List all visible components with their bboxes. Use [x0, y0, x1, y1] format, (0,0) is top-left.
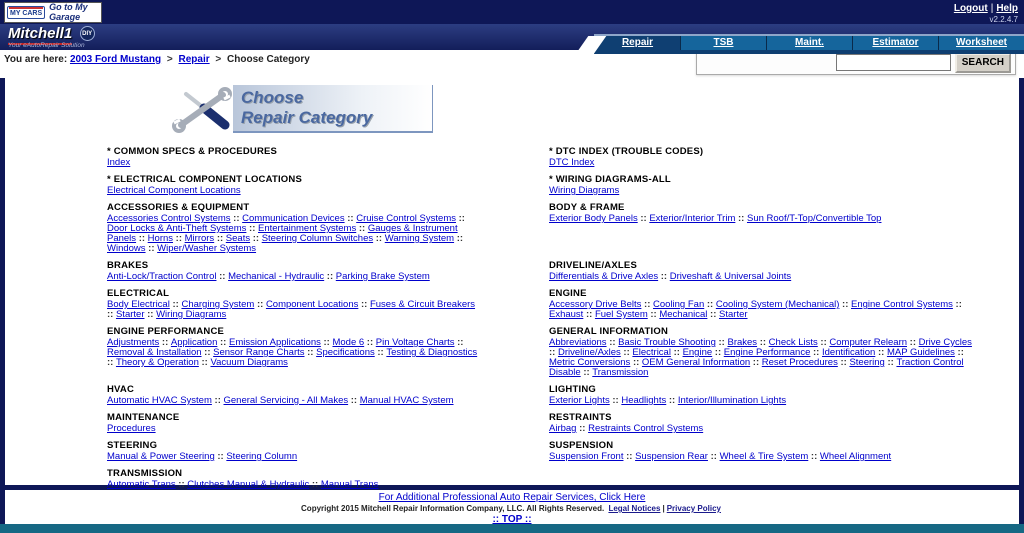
- category-link[interactable]: Gauges & Instrument Panels: [107, 223, 458, 244]
- category-link[interactable]: Emission Applications: [228, 337, 321, 348]
- link-separator: ::: [230, 213, 243, 224]
- category-link[interactable]: Restraints Control Systems: [588, 423, 704, 434]
- footer: [5, 490, 1019, 524]
- link-separator: ::: [304, 347, 317, 358]
- breadcrumb-separator: >: [215, 54, 222, 65]
- link-separator: ::: [704, 299, 716, 310]
- category-section: [549, 175, 979, 196]
- section-heading: MAINTENANCE: [107, 412, 180, 423]
- section-links: [549, 214, 979, 224]
- section-heading: ELECTRICAL: [107, 288, 170, 299]
- section-links: [107, 186, 479, 196]
- category-link[interactable]: Transmission: [592, 367, 649, 378]
- section-links: [549, 272, 979, 282]
- category-link[interactable]: Communication Devices: [242, 213, 345, 224]
- category-link[interactable]: Mode 6: [332, 337, 365, 348]
- category-link[interactable]: Headlights: [621, 395, 667, 406]
- my-cars-plate-icon: [7, 6, 45, 19]
- category-section: [549, 441, 979, 462]
- category-link[interactable]: Index: [107, 157, 131, 168]
- back-to-top-link[interactable]: :: TOP ::: [492, 514, 532, 525]
- section-heading: DRIVELINE/AXLES: [549, 260, 637, 271]
- category-link[interactable]: Door Locks & Anti-Theft Systems: [107, 223, 247, 234]
- category-section: [107, 289, 479, 320]
- section-heading: * WIRING DIAGRAMS-ALL: [549, 174, 671, 185]
- help-link[interactable]: Help: [996, 3, 1018, 14]
- link-separator: ::: [875, 347, 887, 358]
- category-section: [107, 385, 479, 406]
- section-heading: STEERING: [107, 440, 158, 451]
- link-separator: ::: [735, 213, 747, 224]
- category-section: [107, 327, 479, 378]
- category-link[interactable]: Adjustments: [107, 337, 160, 348]
- category-link[interactable]: General Servicing - All Makes: [223, 395, 349, 406]
- link-separator: ::: [623, 451, 636, 462]
- main-panel: [5, 78, 1019, 490]
- category-link[interactable]: Fuel System: [594, 309, 648, 320]
- category-link[interactable]: Vacuum Diagrams: [210, 357, 288, 368]
- section-links: [107, 338, 479, 368]
- category-link[interactable]: Charging System: [181, 299, 255, 310]
- link-separator: ::: [455, 213, 465, 224]
- utility-row: [0, 50, 1024, 78]
- link-separator: ::: [454, 337, 464, 348]
- link-separator: ::: [216, 271, 229, 282]
- plate-red-strip: [9, 7, 43, 9]
- category-link[interactable]: Suspension Rear: [635, 451, 708, 462]
- section-heading: * DTC INDEX (TROUBLE CODES): [549, 146, 704, 157]
- category-link[interactable]: Drive Cycles: [918, 337, 972, 348]
- section-heading: ENGINE: [549, 288, 587, 299]
- category-section: [107, 203, 479, 254]
- category-link[interactable]: Specifications: [316, 347, 375, 358]
- category-link[interactable]: Exhaust: [549, 309, 584, 320]
- category-link[interactable]: Engine Control Systems: [851, 299, 953, 310]
- tab-worksheet[interactable]: Worksheet: [938, 36, 1024, 50]
- section-links: [549, 396, 979, 406]
- section-links: [107, 300, 479, 320]
- search-button[interactable]: SEARCH: [955, 53, 1011, 73]
- category-link[interactable]: Fuses & Circuit Breakers: [369, 299, 476, 310]
- category-link[interactable]: Abbreviations: [549, 337, 607, 348]
- link-separator: ::: [198, 357, 211, 368]
- link-separator: ::: [107, 357, 116, 368]
- category-link[interactable]: Reset Procedures: [761, 357, 838, 368]
- brand-name: Mitchell1: [8, 25, 72, 45]
- category-section: [549, 327, 979, 378]
- category-link[interactable]: Sun Roof/T-Top/Convertible Top: [746, 213, 882, 224]
- brand-diy-badge-icon: DIY: [80, 26, 95, 41]
- tab-assembly: [582, 34, 1024, 54]
- category-link[interactable]: Cooling Fan: [653, 299, 705, 310]
- link-separator: ::: [810, 347, 822, 358]
- category-link[interactable]: Exterior/Interior Trim: [649, 213, 736, 224]
- link-separator: ::: [907, 337, 919, 348]
- tab-bottom-strip: [594, 50, 1024, 54]
- brand-tagline: Your eAutoRepair Solution: [8, 42, 85, 49]
- link-separator: ::: [173, 233, 185, 244]
- link-separator: ::: [647, 309, 660, 320]
- category-link[interactable]: Automatic Trans: [107, 479, 176, 490]
- category-link[interactable]: Removal & Installation: [107, 347, 202, 358]
- category-link[interactable]: Cruise Control Systems: [356, 213, 456, 224]
- bottom-teal-bar: [0, 524, 1024, 533]
- tab-tsb[interactable]: TSB: [680, 36, 766, 50]
- category-link[interactable]: Testing & Diagnostics: [386, 347, 478, 358]
- section-heading: TRANSMISSION: [107, 468, 183, 479]
- legal-notices-link[interactable]: Legal Notices: [608, 504, 661, 513]
- category-link[interactable]: Parking Brake System: [335, 271, 430, 282]
- category-link[interactable]: Component Locations: [265, 299, 359, 310]
- breadcrumb-separator: >: [166, 54, 173, 65]
- section-links: [107, 480, 479, 490]
- category-link[interactable]: Steering Column: [226, 451, 298, 462]
- category-link[interactable]: Computer Relearn: [829, 337, 908, 348]
- breadcrumb-vehicle-link[interactable]: 2003 Ford Mustang: [69, 54, 162, 65]
- section-heading: * ELECTRICAL COMPONENT LOCATIONS: [107, 174, 302, 185]
- category-link[interactable]: Entertainment Systems: [258, 223, 357, 234]
- section-links: [107, 272, 479, 282]
- link-separator: ::: [670, 347, 683, 358]
- section-heading: * COMMON SPECS & PROCEDURES: [107, 146, 278, 157]
- link-separator: ::: [954, 347, 964, 358]
- link-separator: ::: [837, 357, 850, 368]
- link-separator: ::: [630, 357, 642, 368]
- link-separator: ::: [637, 213, 650, 224]
- section-heading: SUSPENSION: [549, 440, 614, 451]
- link-separator: ::: [374, 347, 387, 358]
- link-separator: ::: [808, 451, 820, 462]
- category-section: [107, 261, 479, 282]
- category-link[interactable]: Differentials & Drive Axles: [549, 271, 659, 282]
- category-link[interactable]: Body Electrical: [107, 299, 170, 310]
- category-link[interactable]: Automatic HVAC System: [107, 395, 212, 406]
- category-link[interactable]: Engine Performance: [723, 347, 811, 358]
- tab-estimator[interactable]: Estimator: [852, 36, 938, 50]
- category-link[interactable]: Exterior Lights: [549, 395, 610, 406]
- page-title-line2: Repair Category: [241, 108, 373, 127]
- link-separator: ::: [609, 395, 622, 406]
- tab-repair[interactable]: Repair: [594, 36, 680, 50]
- category-link[interactable]: Basic Trouble Shooting: [618, 337, 716, 348]
- copyright-text: Copyright 2015 Mitchell Repair Information Company, LLC. All Rights Reserved.: [301, 504, 605, 513]
- category-link[interactable]: DTC Index: [549, 157, 595, 168]
- section-heading: HVAC: [107, 384, 135, 395]
- legal-separator: |: [662, 504, 665, 513]
- category-link[interactable]: Pin Voltage Charts: [375, 337, 455, 348]
- category-section: [107, 469, 479, 490]
- page-title-line1: Choose: [241, 88, 304, 107]
- category-link[interactable]: OEM General Information: [641, 357, 751, 368]
- brand-logo: [8, 26, 95, 50]
- section-links: [549, 338, 979, 378]
- link-separator: ::: [549, 347, 558, 358]
- link-separator: ::: [214, 451, 227, 462]
- link-separator: ::: [658, 271, 670, 282]
- category-link[interactable]: Steering: [849, 357, 885, 368]
- category-link[interactable]: Mirrors: [184, 233, 215, 244]
- category-link[interactable]: Starter: [719, 309, 748, 320]
- category-link[interactable]: Interior/Illumination Lights: [677, 395, 787, 406]
- page-title: [233, 85, 433, 133]
- section-heading: GENERAL INFORMATION: [549, 326, 669, 337]
- plate-label: MY CARS: [10, 10, 43, 17]
- link-separator: ::: [757, 337, 769, 348]
- category-link[interactable]: Seats: [225, 233, 251, 244]
- tab-bar: [594, 36, 1024, 50]
- category-section: [549, 147, 979, 168]
- category-banner: [171, 85, 1019, 137]
- search-input[interactable]: [836, 54, 951, 71]
- tab-maint[interactable]: Maint.: [766, 36, 852, 50]
- category-link[interactable]: Wheel & Tire System: [719, 451, 809, 462]
- go-to-my-garage-button[interactable]: [4, 2, 102, 23]
- link-separator: ::: [952, 299, 962, 310]
- link-separator: ::: [344, 213, 357, 224]
- category-link[interactable]: Accessories Control Systems: [107, 213, 231, 224]
- category-section: [549, 385, 979, 406]
- category-link[interactable]: Manual & Power Steering: [107, 451, 215, 462]
- link-separator: ::: [707, 309, 720, 320]
- link-separator: ::: [884, 357, 897, 368]
- section-heading: RESTRAINTS: [549, 412, 612, 423]
- section-heading: LIGHTING: [549, 384, 596, 395]
- section-links: [107, 158, 479, 168]
- category-link[interactable]: Wiring Diagrams: [549, 185, 620, 196]
- link-separator: ::: [144, 309, 157, 320]
- garage-button-label: Go to My Garage: [49, 2, 88, 22]
- link-separator: ::: [246, 223, 258, 234]
- link-separator: ::: [750, 357, 762, 368]
- page-body: [0, 78, 1024, 524]
- link-separator: ::: [712, 347, 724, 358]
- section-heading: ACCESSORIES & EQUIPMENT: [107, 202, 250, 213]
- category-section: [107, 147, 479, 168]
- category-link[interactable]: Suspension Front: [549, 451, 624, 462]
- category-link[interactable]: Electrical: [632, 347, 671, 358]
- category-link[interactable]: Accessory Drive Belts: [549, 299, 642, 310]
- category-link[interactable]: Application: [170, 337, 218, 348]
- category-section: [549, 469, 979, 490]
- category-link[interactable]: Theory & Operation: [115, 357, 199, 368]
- link-separator: ::: [214, 233, 226, 244]
- link-separator: ::: [641, 299, 653, 310]
- privacy-policy-link[interactable]: Privacy Policy: [666, 504, 721, 513]
- section-heading: BODY & FRAME: [549, 202, 625, 213]
- link-separator: ::: [348, 395, 360, 406]
- category-link[interactable]: Metric Conversions: [549, 357, 631, 368]
- category-link[interactable]: Check Lists: [768, 337, 818, 348]
- section-heading: ENGINE PERFORMANCE: [107, 326, 225, 337]
- category-link[interactable]: Manual HVAC System: [359, 395, 454, 406]
- link-separator: ::: [715, 337, 728, 348]
- category-link[interactable]: Engine: [682, 347, 713, 358]
- link-separator: ::: [201, 347, 214, 358]
- link-separator: ::: [107, 309, 116, 320]
- link-separator: ::: [373, 233, 385, 244]
- link-separator: ::: [254, 299, 266, 310]
- category-section: [549, 413, 979, 434]
- category-section: [549, 203, 979, 254]
- category-link[interactable]: Manual Trans: [320, 479, 379, 490]
- category-link[interactable]: Traction Control Disable: [549, 357, 964, 378]
- breadcrumb-current: Choose Category: [227, 54, 310, 65]
- category-section: [107, 441, 479, 462]
- link-separator: ::: [620, 347, 633, 358]
- link-divider: |: [990, 3, 994, 14]
- link-separator: ::: [583, 309, 595, 320]
- category-section: [549, 261, 979, 282]
- link-separator: ::: [839, 299, 851, 310]
- link-separator: ::: [175, 479, 188, 490]
- session-links: [954, 3, 1018, 24]
- category-link[interactable]: Airbag: [549, 423, 577, 434]
- section-links: [107, 424, 479, 434]
- link-separator: ::: [817, 337, 830, 348]
- copyright-line: [5, 504, 1019, 513]
- section-links: [107, 214, 479, 254]
- tab-block: [594, 34, 1024, 54]
- repair-tools-icon: [171, 85, 233, 133]
- section-links: [107, 452, 479, 462]
- link-separator: ::: [250, 233, 262, 244]
- category-section: [107, 175, 479, 196]
- category-link[interactable]: Wiring Diagrams: [156, 309, 227, 320]
- link-separator: ::: [580, 367, 593, 378]
- link-separator: ::: [606, 337, 619, 348]
- link-separator: ::: [320, 337, 333, 348]
- link-separator: ::: [576, 423, 589, 434]
- category-link[interactable]: Wheel Alignment: [819, 451, 892, 462]
- link-separator: ::: [309, 479, 321, 490]
- category-grid: [5, 147, 1019, 490]
- category-link[interactable]: Procedures: [107, 423, 156, 434]
- link-separator: ::: [454, 233, 464, 244]
- link-separator: ::: [707, 451, 720, 462]
- section-links: [549, 424, 979, 434]
- category-section: [549, 289, 979, 320]
- category-link[interactable]: Starter: [115, 309, 145, 320]
- section-heading: BRAKES: [107, 260, 149, 271]
- link-separator: ::: [356, 223, 368, 234]
- link-separator: ::: [145, 243, 158, 254]
- category-link[interactable]: Identification: [821, 347, 876, 358]
- section-links: [549, 158, 979, 168]
- category-link[interactable]: Sensor Range Charts: [213, 347, 305, 358]
- category-link[interactable]: Mechanical - Hydraulic: [228, 271, 325, 282]
- additional-services-link[interactable]: For Additional Professional Auto Repair Services, Click Here: [378, 492, 646, 503]
- category-link[interactable]: Driveline/Axles: [557, 347, 621, 358]
- category-link[interactable]: Electrical Component Locations: [107, 185, 241, 196]
- link-separator: ::: [358, 299, 370, 310]
- link-separator: ::: [324, 271, 336, 282]
- section-links: [549, 452, 979, 462]
- category-link[interactable]: Cooling System (Mechanical): [715, 299, 840, 310]
- section-links: [549, 300, 979, 320]
- logo-bar: [0, 24, 1024, 50]
- link-separator: ::: [211, 395, 224, 406]
- category-link[interactable]: Horns: [147, 233, 174, 244]
- breadcrumb-repair-link[interactable]: Repair: [178, 54, 210, 65]
- breadcrumb: [4, 54, 310, 65]
- link-separator: ::: [159, 337, 171, 348]
- section-links: [107, 396, 479, 406]
- category-link[interactable]: Mechanical: [659, 309, 708, 320]
- category-link[interactable]: Exterior Body Panels: [549, 213, 638, 224]
- category-link[interactable]: MAP Guidelines: [886, 347, 955, 358]
- section-links: [549, 186, 979, 196]
- category-link[interactable]: Wiper/Washer Systems: [157, 243, 257, 254]
- category-link[interactable]: Brakes: [727, 337, 758, 348]
- category-link[interactable]: Warning System: [384, 233, 455, 244]
- link-separator: ::: [364, 337, 376, 348]
- category-link[interactable]: Windows: [107, 243, 146, 254]
- breadcrumb-prefix: You are here:: [4, 54, 68, 65]
- category-link[interactable]: Anti-Lock/Traction Control: [107, 271, 217, 282]
- category-section: [107, 413, 479, 434]
- link-separator: ::: [169, 299, 182, 310]
- link-separator: ::: [666, 395, 678, 406]
- category-link[interactable]: Steering Column Switches: [261, 233, 374, 244]
- category-link[interactable]: Driveshaft & Universal Joints: [669, 271, 792, 282]
- logout-link[interactable]: Logout: [953, 3, 988, 14]
- top-bar: [0, 0, 1024, 24]
- version-label: v2.2.4.7: [989, 15, 1018, 24]
- category-link[interactable]: Clutches Manual & Hydraulic: [187, 479, 310, 490]
- link-separator: ::: [217, 337, 229, 348]
- link-separator: ::: [136, 233, 148, 244]
